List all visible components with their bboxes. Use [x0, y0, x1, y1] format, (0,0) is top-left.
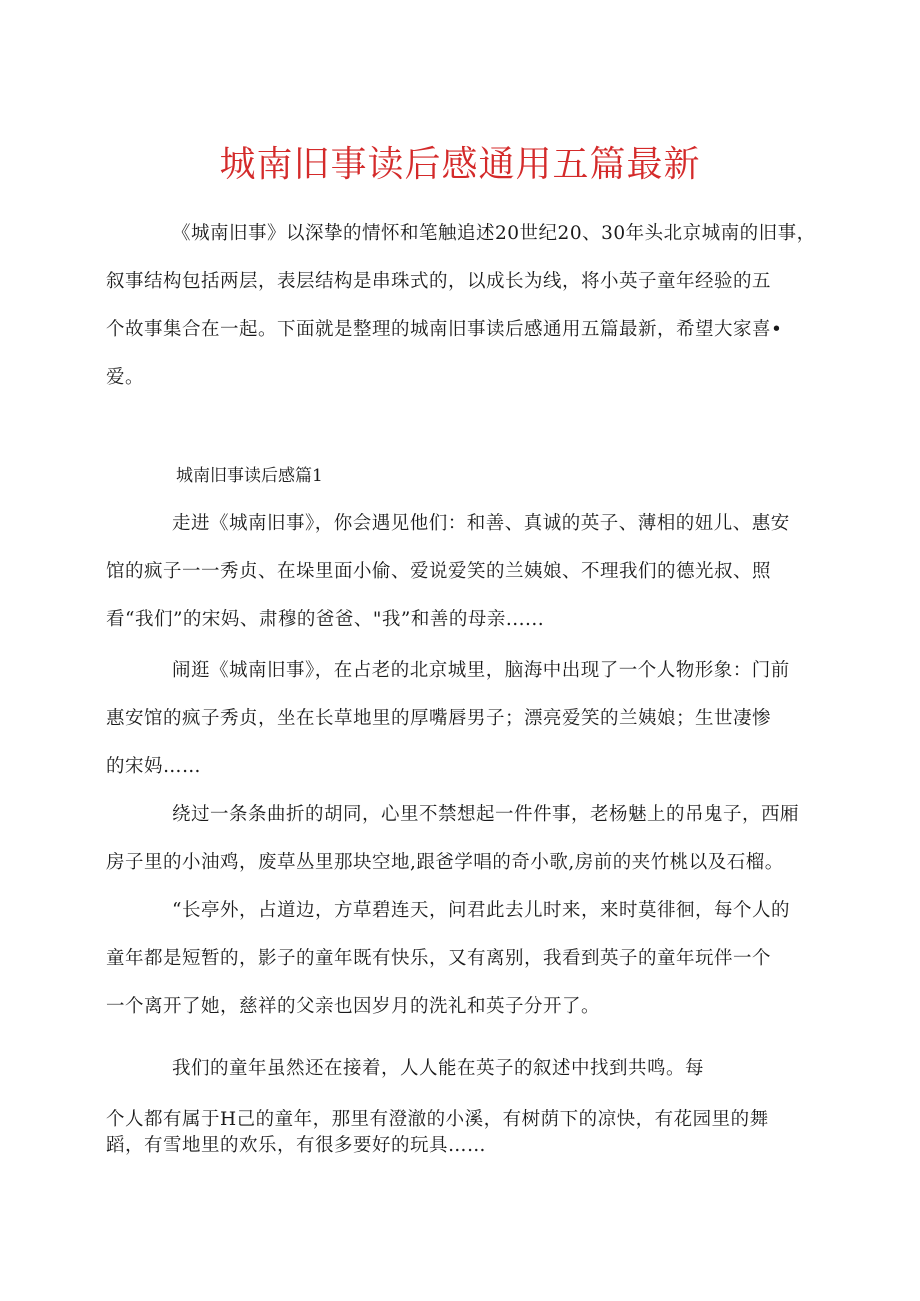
paragraph-line: 馆的疯子一一秀贞、在垛里面小偷、爱说爱笑的兰姨娘、不理我们的德光叔、照	[106, 561, 772, 582]
intro-line: 《城南旧事》以深挚的情怀和笔触追述20世纪20、30年头北京城南的旧事，	[172, 223, 816, 244]
paragraph-line: 童年都是短暂的，影子的童年既有快乐，又有离别，我看到英子的童年玩伴一个	[106, 948, 772, 969]
paragraph-line: 惠安馆的疯子秀贞，坐在长草地里的厚嘴唇男子；漂亮爱笑的兰姨娘；生世凄惨	[106, 708, 772, 729]
intro-line: 爱。	[106, 367, 145, 388]
intro-line: 个故事集合在一起。下面就是整理的城南旧事读后感通用五篇最新，希望大家喜•	[106, 319, 783, 340]
paragraph-line: “长亭外，占道边，方草碧连天，问君此去儿时来，来时莫徘徊，每个人的	[172, 900, 790, 921]
paragraph-line: 我们的童年虽然还在接着，人人能在英子的叙述中找到共鸣。每	[172, 1058, 705, 1079]
intro-line: 叙事结构包括两层，表层结构是串珠式的，以成长为线，将小英子童年经验的五	[106, 271, 772, 292]
paragraph-line: 闹逛《城南旧事》，在占老的北京城里，脑海中出现了一个人物形象：门前	[172, 660, 790, 681]
paragraph-line: 看“我们”的宋妈、肃穆的爸爸、"我”和善的母亲......	[106, 609, 545, 630]
paragraph-line: 一个离开了她，慈祥的父亲也因岁月的洗礼和英子分开了。	[106, 996, 601, 1017]
paragraph-line: 绕过一条条曲折的胡同，心里不禁想起一件件事，老杨魅上的吊鬼子，西厢	[172, 804, 800, 825]
paragraph-line: 走进《城南旧事》，你会遇见他们：和善、真诚的英子、薄相的妞儿、惠安	[172, 513, 790, 534]
paragraph-line: 的宋妈……	[106, 756, 202, 777]
paragraph-line: 个人都有属于H己的童年，那里有澄澈的小溪，有树荫下的凉快，有花园里的舞	[106, 1109, 769, 1130]
section-heading: 城南旧事读后感篇1	[176, 466, 323, 486]
paragraph-line: 房子里的小油鸡，废草丛里那块空地,跟爸学唱的奇小歌,房前的夹竹桃以及石榴。	[106, 852, 784, 873]
paragraph-line: 蹈，有雪地里的欢乐，有很多要好的玩具……	[106, 1135, 487, 1156]
page-title: 城南旧事读后感通用五篇最新	[219, 144, 701, 185]
